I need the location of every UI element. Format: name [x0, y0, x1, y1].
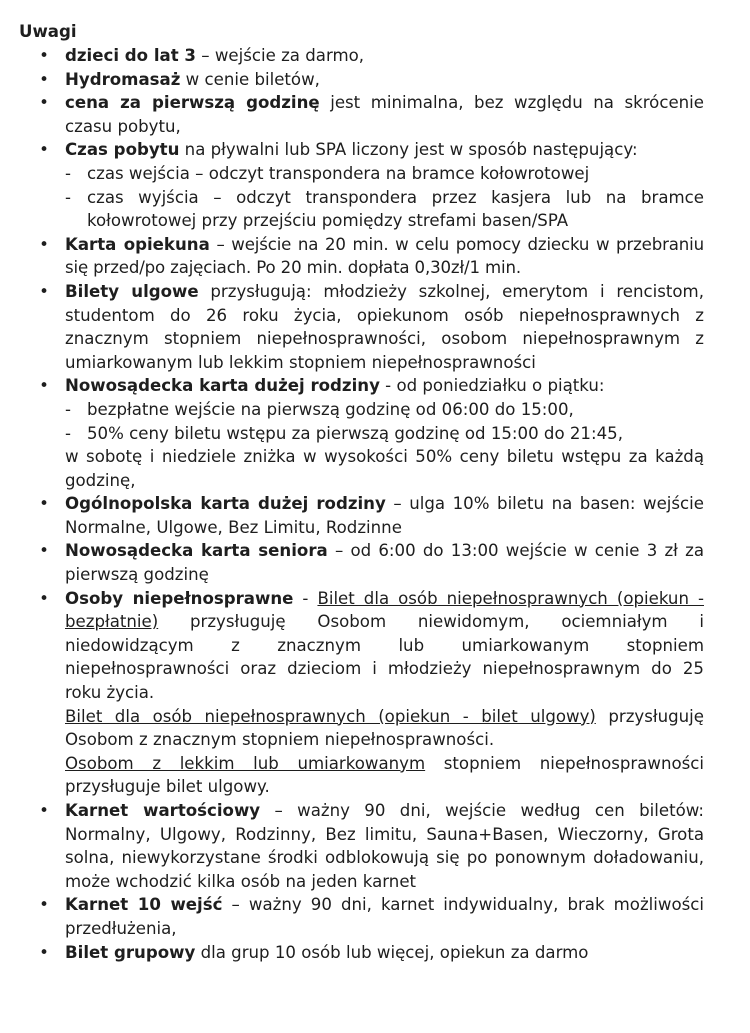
dash-icon: -: [65, 163, 71, 183]
note-item-first-hour-price: [39, 91, 704, 138]
dash-icon: -: [65, 423, 71, 443]
sub-item-text: bezpłatne wejście na pierwszą godzinę od 06:00 do 15:00,: [87, 399, 574, 419]
note-title: Nowosądecka karta dużej rodziny: [65, 376, 380, 396]
bullet-icon: •: [39, 140, 49, 160]
note-text: stopniem niepełnosprawności przysługuje bilet ulgowy.: [65, 753, 705, 797]
note-continuation: [65, 752, 704, 799]
note-text: - od poniedziałku o piątku:: [379, 376, 605, 396]
bullet-icon: •: [39, 895, 49, 915]
note-item-group-ticket: [39, 941, 704, 965]
note-title: Hydromasaż: [65, 69, 181, 89]
sub-item: [65, 186, 704, 233]
note-text: – od 6:00 do 13:00 wejście w cenie 3 zł za pierwszą godzinę: [65, 541, 705, 585]
note-continuation: [65, 705, 704, 752]
large-family-sublist: [65, 398, 704, 445]
dash-icon: -: [65, 187, 71, 207]
note-text: – wejście na 20 min. w celu pomocy dziecku w przebraniu się przed/po zajęciach. Po 20 min. dopłata 0,30zł/1 min.: [65, 234, 704, 278]
notes-list: [19, 44, 704, 964]
note-text: – ważny 90 dni, wejście według cen biletów: Normalny, Ulgowy, Rodzinny, Bez limitu, Sauna+Basen, Wieczorny, Grota solna, niewykorzystane środki odblokowują się po ponownym doładowaniu, może wchodzić kilka osób na jeden karnet: [65, 801, 704, 891]
note-text: przysługuję Osobom niewidomym, ociemniałym i niedowidzącym z znacznym lub umiarkowanym stopniem niepełnosprawności oraz dzieciom i młodzieży niepełnosprawnym do 25 roku życia.: [65, 612, 704, 703]
note-item-senior-card: [39, 539, 705, 586]
bullet-icon: •: [39, 942, 49, 962]
bullet-icon: •: [39, 588, 49, 608]
note-text: przysługują: młodzieży szkolnej, emerytom i rencistom, studentom do 26 roku życia, opiekunom osób niepełnosprawnych z znacznym stopniem niepełnosprawności, osobom niepełnosprawnym z umiarkowanym lub lekkim stopniem niepełnosprawności: [65, 281, 704, 372]
note-title: Czas pobytu: [65, 140, 180, 160]
sub-item: [65, 422, 704, 446]
note-separator: -: [293, 588, 318, 608]
note-title: Osoby niepełnosprawne: [65, 588, 294, 608]
sub-item: [65, 162, 704, 186]
note-title: Nowosądecka karta seniora: [65, 541, 328, 561]
note-item-ns-large-family-card: [39, 374, 704, 492]
note-item-reduced-tickets: [39, 280, 704, 374]
bullet-icon: •: [39, 46, 49, 65]
stay-time-sublist: [65, 162, 704, 233]
notes-heading: Uwagi: [19, 22, 77, 41]
bullet-icon: •: [39, 494, 49, 514]
underlined-ticket-type: Bilet dla osób niepełnosprawnych (opiekun - bilet ulgowy): [65, 706, 596, 726]
note-text: na pływalni lub SPA liczony jest w sposób następujący:: [179, 140, 638, 160]
underlined-ticket-type: Bilet dla osób niepełnosprawnych (opiekun - bezpłatnie): [65, 588, 704, 632]
sub-item: [65, 398, 704, 422]
sub-item-text: czas wejścia – odczyt transpondera na bramce kołowrotowej: [87, 163, 590, 183]
bullet-icon: •: [39, 541, 49, 561]
dash-icon: -: [65, 399, 71, 419]
note-title: Karnet 10 wejść: [65, 895, 223, 915]
note-item-pl-large-family-card: [39, 492, 705, 539]
note-text: – wejście za darmo,: [195, 46, 365, 65]
note-title: Ogólnopolska karta dużej rodziny: [65, 494, 386, 514]
bullet-icon: •: [39, 376, 49, 396]
note-title: Bilety ulgowe: [65, 281, 199, 301]
bullet-icon: •: [39, 93, 49, 113]
note-item-children: [39, 44, 704, 68]
bullet-icon: •: [39, 281, 49, 301]
note-item-disabled-persons: [39, 587, 705, 799]
note-title: Bilet grupowy: [65, 942, 196, 962]
note-text: w cenie biletów,: [180, 69, 320, 89]
note-item-hydromassage: [39, 68, 704, 92]
note-item-guardian-card: [39, 233, 704, 280]
note-text: dla grup 10 osób lub więcej, opiekun za darmo: [195, 942, 589, 962]
note-text: przysługuję Osobom z znacznym stopniem niepełnosprawności.: [65, 706, 704, 750]
underlined-group: Osobom z lekkim lub umiarkowanym: [65, 753, 426, 773]
note-text: – ważny 90 dni, karnet indywidualny, brak możliwości przedłużenia,: [65, 895, 704, 938]
sub-item-text: czas wyjścia – odczyt transpondera przez kasjera lub na bramce kołowrotowej przy przejściu pomiędzy strefami basen/SPA: [87, 187, 704, 231]
note-item-10-entries-pass: [39, 893, 704, 940]
note-title: Karta opiekuna: [65, 234, 210, 254]
note-title: dzieci do lat 3: [65, 46, 196, 65]
note-text: jest minimalna, bez względu na skrócenie czasu pobytu,: [65, 93, 704, 136]
note-item-value-pass: [39, 799, 704, 893]
note-continuation: w sobotę i niedziele zniżka w wysokości 50% ceny biletu wstępu za każdą godzinę,: [65, 447, 704, 490]
note-title: cena za pierwszą godzinę: [65, 93, 320, 113]
sub-item-text: 50% ceny biletu wstępu za pierwszą godzinę od 15:00 do 21:45,: [87, 423, 623, 443]
note-item-stay-time: [39, 138, 704, 232]
note-text: – ulga 10% biletu na basen: wejście Normalne, Ulgowe, Bez Limitu, Rodzinne: [65, 494, 705, 537]
bullet-icon: •: [39, 234, 49, 254]
bullet-icon: •: [39, 69, 49, 89]
note-title: Karnet wartościowy: [65, 801, 261, 820]
bullet-icon: •: [39, 801, 49, 820]
